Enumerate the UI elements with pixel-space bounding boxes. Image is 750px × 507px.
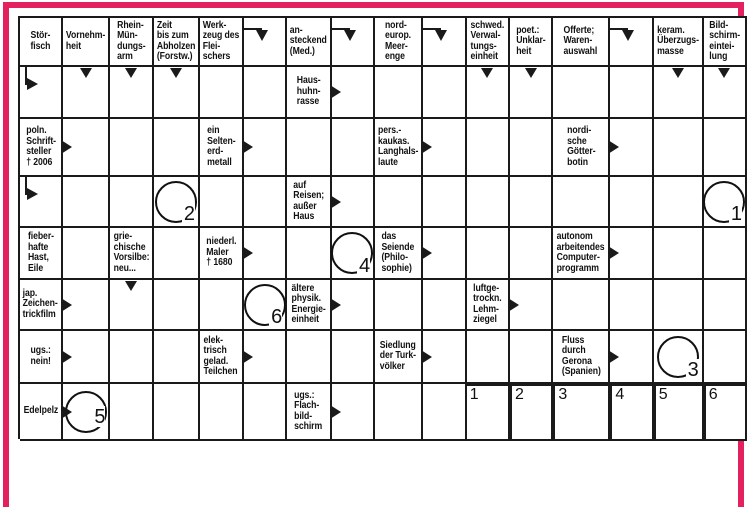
right-arrow-icon	[61, 405, 72, 419]
answer-cell-r7c2[interactable]	[63, 331, 110, 384]
arrow-head	[27, 188, 38, 200]
answer-cell-r8c9[interactable]	[375, 384, 423, 441]
answer-cell-r2c9[interactable]	[375, 67, 423, 119]
arrow-head	[27, 78, 38, 90]
down-arrow-icon	[481, 68, 493, 78]
answer-cell-r4c16[interactable]	[704, 177, 747, 228]
clue-cell-r5c3	[110, 228, 153, 280]
clue-cell-r1c12	[510, 18, 553, 67]
answer-cell-r2c8[interactable]	[332, 67, 375, 119]
clue-cell-r1c7	[287, 18, 332, 67]
circle-number: 2	[183, 203, 195, 225]
clue-cell-r4c7	[287, 177, 332, 228]
right-arrow-icon	[61, 140, 72, 154]
clue-text: Bild- schirm- eintei- lung	[708, 19, 740, 62]
answer-cell-r4c2[interactable]	[63, 177, 110, 228]
answer-cell-r5c2[interactable]	[63, 228, 110, 280]
answer-cell-r8c10[interactable]	[423, 384, 466, 441]
answer-cell-r3c2[interactable]	[63, 119, 110, 177]
clue-cell-r7c5	[200, 331, 244, 384]
solution-box-number: 6	[708, 386, 718, 403]
clue-text: nord- europ. Meer- enge	[385, 19, 412, 62]
clue-text: Offerte; Waren- auswahl	[564, 24, 598, 57]
answer-cell-r3c10[interactable]	[423, 119, 466, 177]
solution-box-number: 1	[469, 386, 479, 403]
clue-cell-r6c7	[287, 280, 332, 331]
answer-cell-r4c8[interactable]	[332, 177, 375, 228]
clue-cell-r3c13	[553, 119, 610, 177]
clue-cell-r3c5	[200, 119, 244, 177]
answer-cell-r4c13[interactable]	[553, 177, 610, 228]
answer-cell-r4c12[interactable]	[510, 177, 553, 228]
down-arrow-icon	[718, 68, 730, 78]
right-arrow-icon	[330, 85, 341, 99]
clue-cell-r5c9	[375, 228, 423, 280]
right-arrow-icon	[330, 195, 341, 209]
arrow-head	[435, 30, 447, 41]
clue-text: Stör- fisch	[30, 30, 51, 52]
clue-cell-r1c3	[110, 18, 153, 67]
answer-cell-r7c3[interactable]	[110, 331, 153, 384]
clue-cell-r6c11	[467, 280, 510, 331]
answer-cell-r6c15[interactable]	[654, 280, 704, 331]
answer-cell-r7c11[interactable]	[467, 331, 510, 384]
arrow-stub	[332, 28, 350, 30]
clue-text: nordi- sche Götter- botin	[566, 125, 596, 168]
answer-cell-r3c3[interactable]	[110, 119, 153, 177]
answer-cell-r7c14[interactable]	[610, 331, 653, 384]
down-arrow-icon	[80, 68, 92, 78]
answer-cell-r5c15[interactable]	[654, 228, 704, 280]
solution-box-number: 2	[515, 386, 524, 403]
answer-cell-r3c15[interactable]	[654, 119, 704, 177]
right-arrow-icon	[421, 140, 432, 154]
clue-text: poet.: Unklar- heit	[515, 24, 546, 57]
clue-text: schwed. Verwal- tungs- einheit	[470, 19, 505, 62]
answer-cell-r5c6[interactable]	[244, 228, 287, 280]
clue-cell-r1c9	[375, 18, 423, 67]
answer-cell-r2c2[interactable]	[63, 67, 110, 119]
answer-cell-r6c2[interactable]	[63, 280, 110, 331]
answer-cell-r8c3[interactable]	[110, 384, 153, 441]
answer-cell-r7c16[interactable]	[704, 331, 747, 384]
clue-text: Rhein- Mün- dungs- arm	[116, 19, 146, 62]
answer-cell-r4c1[interactable]	[20, 177, 63, 228]
turn-right-down-arrow-icon	[423, 18, 464, 65]
right-arrow-icon	[330, 405, 341, 419]
clue-text: pers.- kaukas. Langhals- laute	[378, 125, 419, 168]
answer-cell-r6c9[interactable]	[375, 280, 423, 331]
right-arrow-icon	[608, 140, 619, 154]
clue-cell-r6c1	[20, 280, 63, 331]
clue-cell-r1c13	[553, 18, 610, 67]
answer-cell-r8c2[interactable]	[63, 384, 110, 441]
answer-cell-r2c13[interactable]	[553, 67, 610, 119]
right-arrow-icon	[421, 350, 432, 364]
clue-text: Siedlung der Turk- völker	[380, 339, 417, 372]
answer-cell-r4c14[interactable]	[610, 177, 653, 228]
clue-cell-r7c9	[375, 331, 423, 384]
arrow-head	[622, 30, 634, 41]
circle-number: 4	[358, 255, 371, 277]
answer-cell-r3c4[interactable]	[154, 119, 200, 177]
clue-cell-r1c2	[63, 18, 110, 67]
right-arrow-icon	[242, 246, 253, 260]
circle-number: 6	[271, 306, 283, 328]
answer-cell-r2c12[interactable]	[510, 67, 553, 119]
circle-number: 5	[94, 406, 106, 428]
turn-right-down-arrow-icon	[244, 18, 285, 65]
answer-cell-r1c14[interactable]	[610, 18, 653, 67]
clue-cell-r2c7	[287, 67, 332, 119]
answer-cell-r7c4[interactable]	[154, 331, 200, 384]
clue-cell-r5c5	[200, 228, 244, 280]
answer-cell-r8c6[interactable]	[244, 384, 287, 441]
answer-cell-r3c8[interactable]	[332, 119, 375, 177]
answer-cell-r6c12[interactable]	[510, 280, 553, 331]
answer-cell-r8c11[interactable]	[467, 384, 510, 441]
clue-cell-r5c13	[553, 228, 610, 280]
answer-cell-r7c12[interactable]	[510, 331, 553, 384]
clue-text: niederl. Maler † 1680	[205, 236, 237, 269]
clue-text: fieber- hafte Hast, Eile	[27, 231, 54, 274]
crossword-grid	[18, 16, 747, 439]
right-arrow-icon	[61, 298, 72, 312]
right-arrow-icon	[330, 298, 341, 312]
answer-cell-r2c10[interactable]	[423, 67, 466, 119]
answer-cell-r5c8[interactable]	[332, 228, 375, 280]
answer-cell-r5c12[interactable]	[510, 228, 553, 280]
arrow-stub	[423, 28, 441, 30]
answer-cell-r6c14[interactable]	[610, 280, 653, 331]
answer-cell-r8c5[interactable]	[200, 384, 244, 441]
arrow-stub	[25, 177, 27, 195]
answer-cell-r6c8[interactable]	[332, 280, 375, 331]
right-arrow-icon	[242, 350, 253, 364]
turn-down-right-arrow-icon	[20, 177, 61, 226]
circle-number: 3	[687, 359, 699, 381]
answer-cell-r1c8[interactable]	[332, 18, 375, 67]
answer-cell-r2c15[interactable]	[654, 67, 704, 119]
clue-cell-r7c1	[20, 331, 63, 384]
clue-text: ein Selten- erd- metall	[206, 125, 236, 168]
answer-cell-r4c6[interactable]	[244, 177, 287, 228]
answer-cell-r5c7[interactable]	[287, 228, 332, 280]
answer-cell-r2c6[interactable]	[244, 67, 287, 119]
answer-cell-r7c6[interactable]	[244, 331, 287, 384]
circle-number: 1	[730, 203, 742, 225]
answer-cell-r4c5[interactable]	[200, 177, 244, 228]
turn-down-right-arrow-icon	[20, 67, 61, 117]
right-arrow-icon	[508, 298, 519, 312]
answer-cell-r3c7[interactable]	[287, 119, 332, 177]
right-arrow-icon	[242, 140, 253, 154]
clue-cell-r5c1	[20, 228, 63, 280]
down-arrow-icon	[125, 68, 137, 78]
right-arrow-icon	[61, 350, 72, 364]
answer-cell-r3c16[interactable]	[704, 119, 747, 177]
clue-cell-r1c11	[467, 18, 510, 67]
answer-cell-r4c11[interactable]	[467, 177, 510, 228]
answer-cell-r8c12[interactable]	[510, 384, 553, 441]
right-arrow-icon	[608, 350, 619, 364]
down-arrow-icon	[672, 68, 684, 78]
answer-cell-r4c10[interactable]	[423, 177, 466, 228]
clue-text: luftge- trockn. Lehm- ziegel	[473, 282, 502, 325]
answer-cell-r5c4[interactable]	[154, 228, 200, 280]
answer-cell-r7c8[interactable]	[332, 331, 375, 384]
answer-cell-r2c14[interactable]	[610, 67, 653, 119]
clue-text: an- steckend (Med.)	[290, 24, 328, 57]
clue-cell-r3c1	[20, 119, 63, 177]
answer-cell-r6c10[interactable]	[423, 280, 466, 331]
turn-right-down-arrow-icon	[332, 18, 373, 65]
clue-cell-r1c1	[20, 18, 63, 67]
answer-cell-r2c16[interactable]	[704, 67, 747, 119]
answer-cell-r6c3[interactable]	[110, 280, 153, 331]
clue-cell-r3c9	[375, 119, 423, 177]
answer-cell-r6c13[interactable]	[553, 280, 610, 331]
answer-cell-r7c10[interactable]	[423, 331, 466, 384]
answer-cell-r4c4[interactable]	[154, 177, 200, 228]
answer-cell-r1c10[interactable]	[423, 18, 466, 67]
clue-text: Edelpelz	[23, 405, 58, 417]
clue-text: ugs.: Flach- bild- schirm	[294, 389, 323, 432]
clue-text: auf Reisen; außer Haus	[293, 179, 324, 222]
answer-cell-r2c1[interactable]	[20, 67, 63, 119]
down-arrow-icon	[170, 68, 182, 78]
answer-cell-r8c15[interactable]	[654, 384, 704, 441]
answer-cell-r8c8[interactable]	[332, 384, 375, 441]
clue-cell-r1c15	[654, 18, 704, 67]
right-arrow-icon	[608, 246, 619, 260]
clue-text: poln. Schrift- steller † 2006	[25, 125, 56, 168]
clue-text: ältere physik. Energie- einheit	[291, 282, 326, 325]
answer-cell-r8c14[interactable]	[610, 384, 653, 441]
answer-cell-r6c6[interactable]	[244, 280, 287, 331]
answer-cell-r8c16[interactable]	[704, 384, 747, 441]
answer-cell-r3c12[interactable]	[510, 119, 553, 177]
clue-text: Zeit bis zum Abholzen (Forstw.)	[156, 19, 196, 62]
answer-cell-r3c14[interactable]	[610, 119, 653, 177]
answer-cell-r5c14[interactable]	[610, 228, 653, 280]
clue-text: grie- chische Vorsilbe: neu...	[113, 231, 149, 274]
clue-cell-r7c13	[553, 331, 610, 384]
clue-text: Fluss durch Gerona (Spanien)	[561, 334, 601, 377]
answer-cell-r6c4[interactable]	[154, 280, 200, 331]
clue-text: keram. Überzugs- masse	[656, 24, 699, 57]
arrow-stub	[244, 28, 262, 30]
clue-cell-r1c16	[704, 18, 747, 67]
answer-cell-r1c6[interactable]	[244, 18, 287, 67]
arrow-head	[344, 30, 356, 41]
down-arrow-icon	[125, 281, 137, 291]
clue-cell-r8c1	[20, 384, 63, 441]
clue-cell-r1c5	[200, 18, 244, 67]
arrow-stub	[610, 28, 628, 30]
down-arrow-icon	[525, 68, 537, 78]
solution-box-number: 4	[615, 386, 625, 403]
clue-text: Vornehm- heit	[66, 30, 106, 52]
clue-cell-r1c4	[154, 18, 200, 67]
answer-cell-r7c7[interactable]	[287, 331, 332, 384]
puzzle-frame	[3, 2, 744, 507]
clue-cell-r8c7	[287, 384, 332, 441]
answer-cell-r8c13[interactable]	[553, 384, 610, 441]
answer-cell-r2c4[interactable]	[154, 67, 200, 119]
arrow-stub	[25, 67, 27, 85]
answer-cell-r5c16[interactable]	[704, 228, 747, 280]
clue-text: autonom arbeitendes Computer- programm	[556, 231, 605, 274]
answer-cell-r3c11[interactable]	[467, 119, 510, 177]
arrow-head	[256, 30, 268, 41]
solution-box-number: 3	[558, 386, 568, 403]
clue-text: ugs.: nein!	[30, 345, 51, 367]
answer-cell-r5c10[interactable]	[423, 228, 466, 280]
answer-cell-r4c15[interactable]	[654, 177, 704, 228]
answer-cell-r2c11[interactable]	[467, 67, 510, 119]
clue-text: das Seiende (Philo- sophie)	[381, 231, 415, 274]
answer-cell-r3c6[interactable]	[244, 119, 287, 177]
right-arrow-icon	[421, 246, 432, 260]
answer-cell-r7c15[interactable]	[654, 331, 704, 384]
answer-cell-r2c5[interactable]	[200, 67, 244, 119]
clue-text: elek- trisch gelad. Teilchen	[203, 334, 238, 377]
turn-right-down-arrow-icon	[610, 18, 651, 65]
answer-cell-r6c5[interactable]	[200, 280, 244, 331]
solution-box-number: 5	[658, 386, 668, 403]
clue-text: Haus- huhn- rasse	[296, 75, 321, 108]
answer-cell-r5c11[interactable]	[467, 228, 510, 280]
answer-cell-r6c16[interactable]	[704, 280, 747, 331]
clue-text: jap. Zeichen- trickfilm	[23, 287, 59, 320]
answer-cell-r8c4[interactable]	[154, 384, 200, 441]
answer-cell-r2c3[interactable]	[110, 67, 153, 119]
answer-cell-r4c3[interactable]	[110, 177, 153, 228]
answer-cell-r4c9[interactable]	[375, 177, 423, 228]
clue-text: Werk- zeug des Flei- schers	[202, 19, 240, 62]
